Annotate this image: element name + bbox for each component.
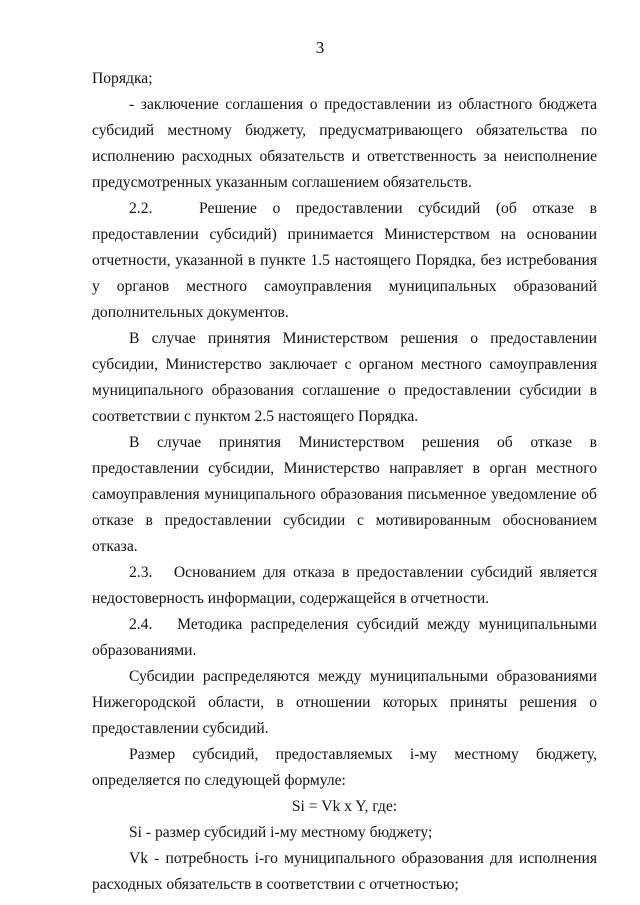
page-number: 3 [315,38,325,57]
paragraph-distribution: Субсидии распределяются между муниципальными образованиями Нижегородской области, в отношении которых приняты решения о предоставлении субсидий. [92,668,597,737]
paragraph-grant-decision: В случае принятия Министерством решения о предоставлении субсидии, Министерство заключает с органом местного самоуправления муниципального образования соглашение о предоставлении субсидии в соответствии с пунктом 2.5 настоящего Порядка. [92,330,597,425]
paragraph-2-2: 2.2. Решение о предоставлении субсидий (об отказе в предоставлении субсидий) принимается Министерством на основании отчетности, указанной в пункте 1.5 настоящего Порядка, без истребования у органов местного самоуправления муниципальных образований дополнительных документов. [92,200,597,321]
document-body [92,66,597,898]
paragraph-refusal-decision: В случае принятия Министерством решения об отказе в предоставлении субсидии, Министерство направляет в орган местного самоуправления муниципального образования письменное уведомление об отказе в предоставлении субсидии с мотивированным обоснованием отказа. [92,434,597,555]
paragraph-2-4: 2.4. Методика распределения субсидий между муниципальными образованиями. [92,616,597,659]
paragraph-si-definition: Si - размер субсидий i-му местному бюджету; [129,824,433,841]
paragraph-2-3: 2.3. Основанием для отказа в предоставлении субсидий является недостоверность информации, содержащейся в отчетности. [92,564,597,607]
paragraph-formula-intro: Размер субсидий, предоставляемых i-му местному бюджету, определяется по следующей формуле: [92,746,597,789]
formula-line: Si = Vk x Y, где: [291,798,398,815]
paragraph-agreement-conclusion: - заключение соглашения о предоставлении из областного бюджета субсидий местному бюджету, предусматривающего обязательства по исполнению расходных обязательств и ответственность за неисполнение предусмотренных указанным соглашением обязательств. [92,96,597,191]
paragraph-continuation: Порядка; [92,70,153,87]
paragraph-vk-definition: Vk - потребность i-го муниципального образования для исполнения расходных обязательств в соответствии с отчетностью; [92,850,597,893]
